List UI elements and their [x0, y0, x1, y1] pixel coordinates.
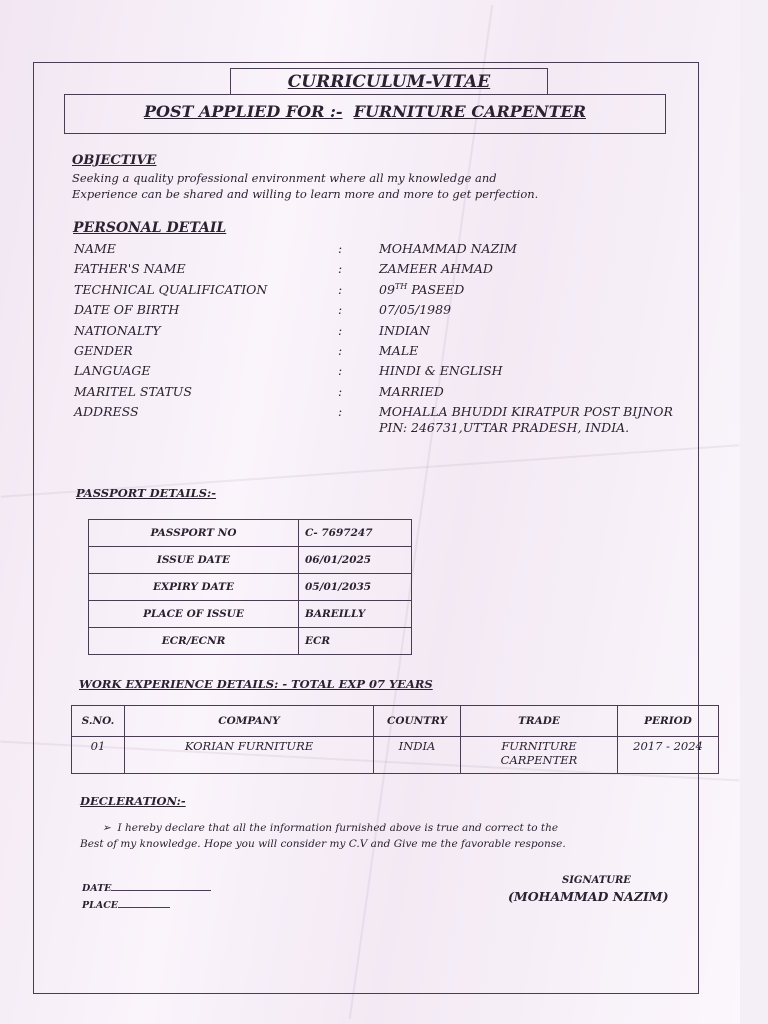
passport-row [89, 601, 412, 628]
detail-value [379, 261, 493, 276]
passport-row [89, 520, 412, 547]
detail-value-text: MOHAMMAD NAZIM [379, 241, 517, 256]
detail-value-text: 09 [379, 281, 395, 297]
address-line-2-row [74, 420, 694, 440]
personal-detail-row [74, 343, 694, 363]
objective-line-2: Experience can be shared and willing to learn more and more to get perfection. [72, 187, 539, 201]
detail-colon: : [338, 281, 343, 297]
cv-title: CURRICULUM-VITAE [230, 68, 548, 95]
detail-value-text: 07/05/1989 [379, 302, 452, 318]
detail-label: NATIONALTY [74, 322, 161, 338]
work-column-header: COUNTRY [374, 706, 461, 737]
detail-colon: : [338, 261, 343, 277]
detail-colon: : [338, 383, 343, 399]
detail-value [379, 323, 430, 338]
detail-value-text: MARRIED [379, 383, 444, 399]
work-column-header: S.NO. [72, 706, 125, 737]
work-table-header [72, 706, 719, 737]
date-line [111, 890, 211, 891]
detail-value-text: MOHALLA BHUDDI KIRATPUR POST BIJNOR [379, 404, 673, 420]
objective-text [72, 170, 538, 202]
passport-heading: PASSPORT DETAILS:- [76, 486, 217, 500]
passport-row [89, 574, 412, 601]
passport-table [88, 519, 412, 655]
detail-value-text: INDIAN [379, 322, 430, 338]
work-cell-trade: FURNITURE CARPENTER [461, 737, 618, 774]
detail-value [379, 302, 451, 317]
passport-value: 05/01/2035 [299, 574, 412, 601]
declaration-text [80, 820, 566, 852]
passport-key: ISSUE DATE [89, 547, 299, 574]
work-column-header: TRADE [461, 706, 618, 737]
work-cell-period: 2017 - 2024 [618, 737, 719, 774]
objective-line-1: Seeking a quality professional environment where all my knowledge and [72, 171, 497, 185]
detail-colon: : [338, 322, 343, 338]
detail-value [379, 241, 517, 256]
detail-label: NAME [74, 241, 116, 256]
date-label: DATE [82, 883, 112, 894]
personal-detail-row [74, 261, 694, 281]
work-column-header: COMPANY [125, 706, 374, 737]
declaration-line-2: Best of my knowledge. Hope you will consider my C.V and Give me the favorable response. [80, 838, 566, 850]
work-cell-company: KORIAN FURNITURE [125, 737, 374, 774]
detail-colon: : [338, 302, 343, 318]
work-cell-country: INDIA [374, 737, 461, 774]
detail-value [379, 282, 464, 297]
detail-label: DATE OF BIRTH [74, 302, 180, 318]
personal-heading: PERSONAL DETAIL [73, 220, 227, 236]
signature-name: (MOHAMMAD NAZIM) [508, 889, 669, 904]
post-value: FURNITURE CARPENTER [353, 102, 587, 121]
signature-label: SIGNATURE [562, 875, 631, 886]
detail-value [379, 384, 444, 399]
detail-value [379, 404, 673, 419]
passport-value: ECR [299, 628, 412, 655]
detail-label: LANGUAGE [74, 363, 151, 379]
post-label: POST APPLIED FOR :- [143, 102, 343, 121]
work-cell-sno: 01 [72, 737, 125, 774]
detail-colon: : [338, 404, 343, 420]
detail-value-rest: PASEED [407, 281, 465, 297]
detail-colon: : [338, 241, 343, 256]
work-row [72, 737, 719, 774]
place-line [118, 907, 170, 908]
date-field [82, 883, 211, 894]
bullet-arrow-icon: ➢ [102, 822, 111, 834]
detail-colon: : [338, 363, 343, 379]
personal-detail-row [74, 323, 694, 343]
passport-key: ECR/ECNR [89, 628, 299, 655]
passport-value: C- 7697247 [299, 520, 412, 547]
personal-detail-row [74, 241, 694, 261]
detail-label: FATHER'S NAME [74, 261, 186, 277]
personal-detail-row [74, 282, 694, 302]
declaration-heading: DECLERATION:- [80, 794, 186, 808]
declaration-line-1-row [80, 820, 566, 836]
detail-value [379, 363, 503, 378]
detail-value [379, 343, 418, 358]
work-column-header: PERIOD [618, 706, 719, 737]
declaration-line-1: I hereby declare that all the information furnished above is true and correct to the [117, 822, 559, 834]
passport-row [89, 547, 412, 574]
detail-colon: : [338, 343, 343, 358]
passport-value: BAREILLY [299, 601, 412, 628]
detail-value-text: MALE [379, 343, 419, 358]
post-applied [64, 94, 666, 134]
objective-heading: OBJECTIVE [72, 153, 157, 168]
personal-detail-row [74, 363, 694, 383]
address-line-2: PIN: 246731,UTTAR PRADESH, INDIA. [379, 420, 630, 435]
work-heading: WORK EXPERIENCE DETAILS: - TOTAL EXP 07 YEARS [79, 677, 433, 691]
place-label: PLACE [82, 900, 118, 911]
personal-detail-row [74, 384, 694, 404]
passport-row [89, 628, 412, 655]
detail-label: ADDRESS [74, 404, 139, 420]
passport-value: 06/01/2025 [299, 547, 412, 574]
detail-label: MARITEL STATUS [74, 383, 192, 399]
passport-key: EXPIRY DATE [89, 574, 299, 601]
work-table [71, 705, 719, 774]
detail-value-superscript: TH [394, 281, 408, 291]
detail-value-text: HINDI & ENGLISH [379, 363, 503, 379]
passport-key: PLACE OF ISSUE [89, 601, 299, 628]
detail-value-text: ZAMEER AHMAD [379, 261, 493, 277]
detail-label: TECHNICAL QUALIFICATION [74, 281, 268, 297]
passport-key: PASSPORT NO [89, 520, 299, 547]
place-field [82, 900, 170, 911]
personal-detail-row [74, 302, 694, 322]
detail-label: GENDER [74, 343, 133, 358]
